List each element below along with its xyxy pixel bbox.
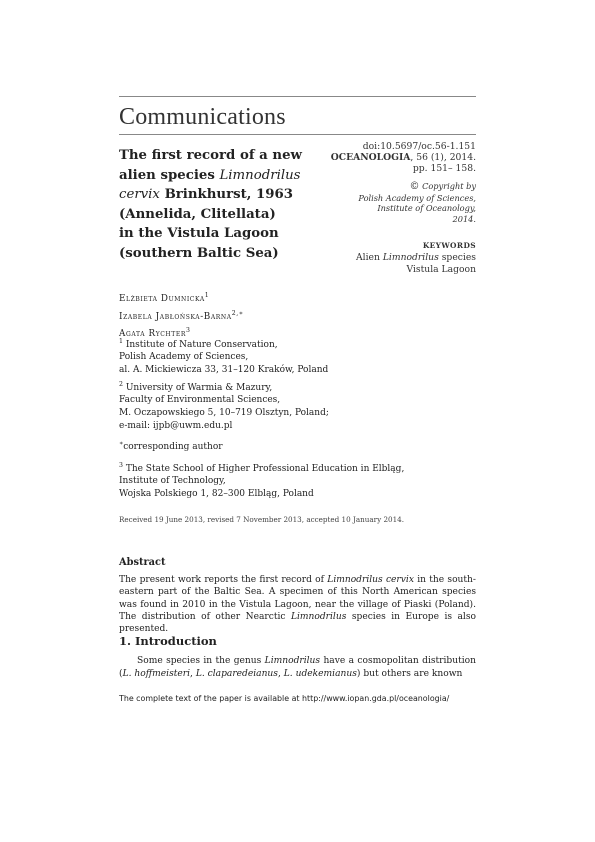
section-title: Communications (119, 104, 286, 130)
copyright-icon: © (409, 181, 420, 192)
doi: doi:10.5697/oc.56-1.151 (362, 141, 476, 152)
abstract-heading: Abstract (119, 557, 166, 568)
page-range: pp. 151– 158. (412, 163, 476, 174)
author-3: Agata Rychter$^3$ (119, 327, 191, 340)
keyword-1: Alien Limnodrilus species (356, 252, 476, 263)
introduction-text: Some species in the genus Limnodrilus have a cosmopolitan distribution (L. hoffmeisteri, L. claparedeianus, L. udekemianus) but others are known (119, 656, 477, 680)
journal-name: OCEANOLOGIA (330, 152, 411, 163)
section-rule (119, 134, 476, 135)
affiliation-1: $^1$ Institute of Nature Conservation, Polish Academy of Sciences, al. A. Mickiewicza 33, 31–120 Kraków, Poland (119, 338, 329, 375)
introduction-heading: 1. Introduction (119, 634, 217, 648)
keyword-2: Vistula Lagoon (406, 264, 476, 275)
title-genus: Limnodrilus (219, 167, 301, 183)
received-dates: Received 19 June 2013, revised 7 November 2013, accepted 10 January 2014. (119, 515, 405, 524)
author-2: Izabela Jabłońska-Barna$^{2,∗}$ (119, 309, 244, 322)
title-species: cervix (119, 187, 160, 202)
corresponding-author: ∗corresponding author (119, 440, 223, 452)
full-text-link[interactable]: The complete text of the paper is available at http://www.iopan.gda.pl/oceanologia/ (119, 694, 450, 703)
abstract-text: The present work reports the first record of Limnodrilus cervix in the south-eastern part of the Baltic Sea. A specimen of this North American species was found in 2010 in the Vistula Lagoon, near the village of Piaski (Poland). The distribution of other Nearctic Limnodrilus species in Europe is also presented. (119, 575, 476, 635)
author-list (119, 289, 244, 342)
affiliation-2: $^2$ University of Warmia & Mazury, Faculty of Environmental Sciences, M. Oczapowskiego 5, 10–719 Olsztyn, Poland; (119, 381, 329, 418)
journal-meta: doi:10.5697/oc.56-1.151 OCEANOLOGIA, 56 (1), 2014. pp. 151– 158. (330, 141, 476, 174)
copyright-block: © Copyright by Polish Academy of Sciences, Institute of Oceanology, 2014. (358, 181, 476, 224)
email[interactable]: e-mail: ijpb@uwm.edu.pl (119, 421, 233, 431)
affiliation-3: $^3$ The State School of Higher Professional Education in Elbląg, Institute of Technology, Wojska Polskiego 1, 82–300 Elbląg, Poland (119, 462, 405, 499)
keywords-heading: KEYWORDS (422, 241, 476, 250)
article-title: The first record of a new alien species Limnodrilus cervix Brinkhurst, 1963 (Annelida, Clitellata) in the Vistula Lagoon (southern Baltic Sea) (119, 148, 302, 261)
keywords-block (356, 240, 476, 276)
top-rule (119, 96, 476, 97)
author-1: Elżbieta Dumnicka$^1$ (119, 292, 210, 304)
